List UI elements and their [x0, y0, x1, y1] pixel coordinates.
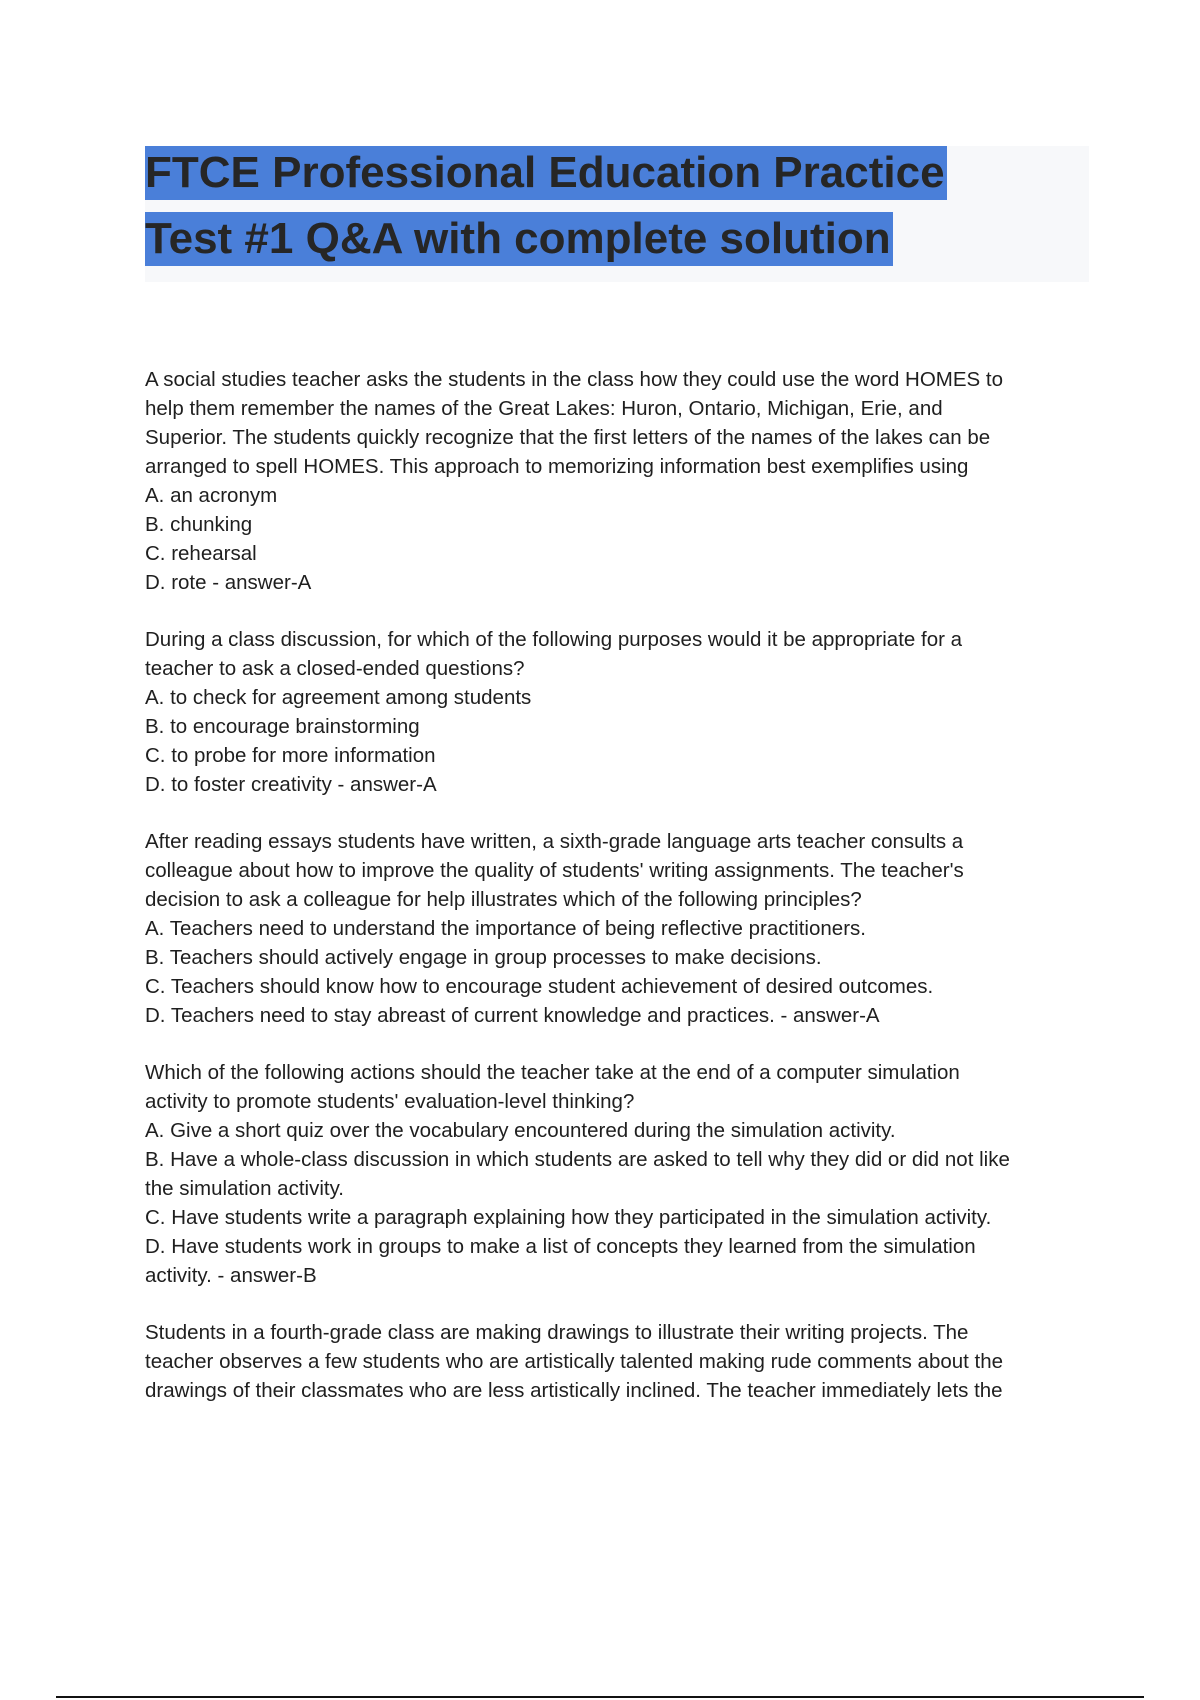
- question-3: [145, 827, 1085, 1030]
- question-text-line: drawings of their classmates who are less artistically inclined. The teacher immediately lets the: [145, 1379, 1003, 1402]
- question-text-line: After reading essays students have written, a sixth-grade language arts teacher consults a: [145, 830, 964, 853]
- question-text-line: activity to promote students' evaluation-level thinking?: [145, 1090, 635, 1113]
- answer-option: C. rehearsal: [145, 542, 257, 565]
- title-line-2: Test #1 Q&A with complete solution: [145, 212, 893, 266]
- answer-option: B. chunking: [145, 513, 253, 536]
- answer-option: C. to probe for more information: [145, 744, 436, 767]
- answer-option: the simulation activity.: [145, 1177, 345, 1200]
- answer-option: A. to check for agreement among students: [145, 686, 532, 709]
- answer-option: A. an acronym: [145, 484, 278, 507]
- answer-option: A. Give a short quiz over the vocabulary encountered during the simulation activity.: [145, 1119, 896, 1142]
- answer-option: B. Have a whole-class discussion in which students are asked to tell why they did or did not like: [145, 1148, 1010, 1171]
- question-text-line: arranged to spell HOMES. This approach to memorizing information best exemplifies using: [145, 455, 969, 478]
- answer-option: B. Teachers should actively engage in group processes to make decisions.: [145, 946, 822, 969]
- title-line-1: FTCE Professional Education Practice: [145, 146, 947, 200]
- answer-option: D. Have students work in groups to make a list of concepts they learned from the simulation: [145, 1235, 976, 1258]
- answer-option: D. Teachers need to stay abreast of current knowledge and practices. - answer-A: [145, 1004, 880, 1027]
- answer-option: activity. - answer-B: [145, 1264, 317, 1287]
- question-text-line: Which of the following actions should the teacher take at the end of a computer simulation: [145, 1061, 960, 1084]
- question-text-line: A social studies teacher asks the students in the class how they could use the word HOMES to: [145, 368, 1004, 391]
- question-4: [145, 1058, 1085, 1290]
- document-title: [145, 146, 1089, 282]
- question-text-line: colleague about how to improve the quality of students' writing assignments. The teacher's: [145, 859, 964, 882]
- question-text-line: Students in a fourth-grade class are making drawings to illustrate their writing projects. The: [145, 1321, 969, 1344]
- answer-option: D. rote - answer-A: [145, 571, 312, 594]
- answer-option: B. to encourage brainstorming: [145, 715, 420, 738]
- question-text-line: teacher observes a few students who are artistically talented making rude comments about the: [145, 1350, 1004, 1373]
- question-5: [145, 1318, 1085, 1405]
- question-list: [145, 365, 1085, 1433]
- question-text-line: help them remember the names of the Great Lakes: Huron, Ontario, Michigan, Erie, and: [145, 397, 943, 420]
- question-text-line: decision to ask a colleague for help illustrates which of the following principles?: [145, 888, 862, 911]
- question-text-line: teacher to ask a closed-ended questions?: [145, 657, 525, 680]
- answer-option: C. Teachers should know how to encourage student achievement of desired outcomes.: [145, 975, 934, 998]
- answer-option: C. Have students write a paragraph explaining how they participated in the simulation activity.: [145, 1206, 992, 1229]
- question-text-line: Superior. The students quickly recognize that the first letters of the names of the lakes can be: [145, 426, 991, 449]
- answer-option: D. to foster creativity - answer-A: [145, 773, 437, 796]
- question-2: [145, 625, 1085, 799]
- question-text-line: During a class discussion, for which of the following purposes would it be appropriate for a: [145, 628, 963, 651]
- page-bottom-rule: [56, 1696, 1144, 1698]
- question-1: [145, 365, 1085, 597]
- answer-option: A. Teachers need to understand the importance of being reflective practitioners.: [145, 917, 866, 940]
